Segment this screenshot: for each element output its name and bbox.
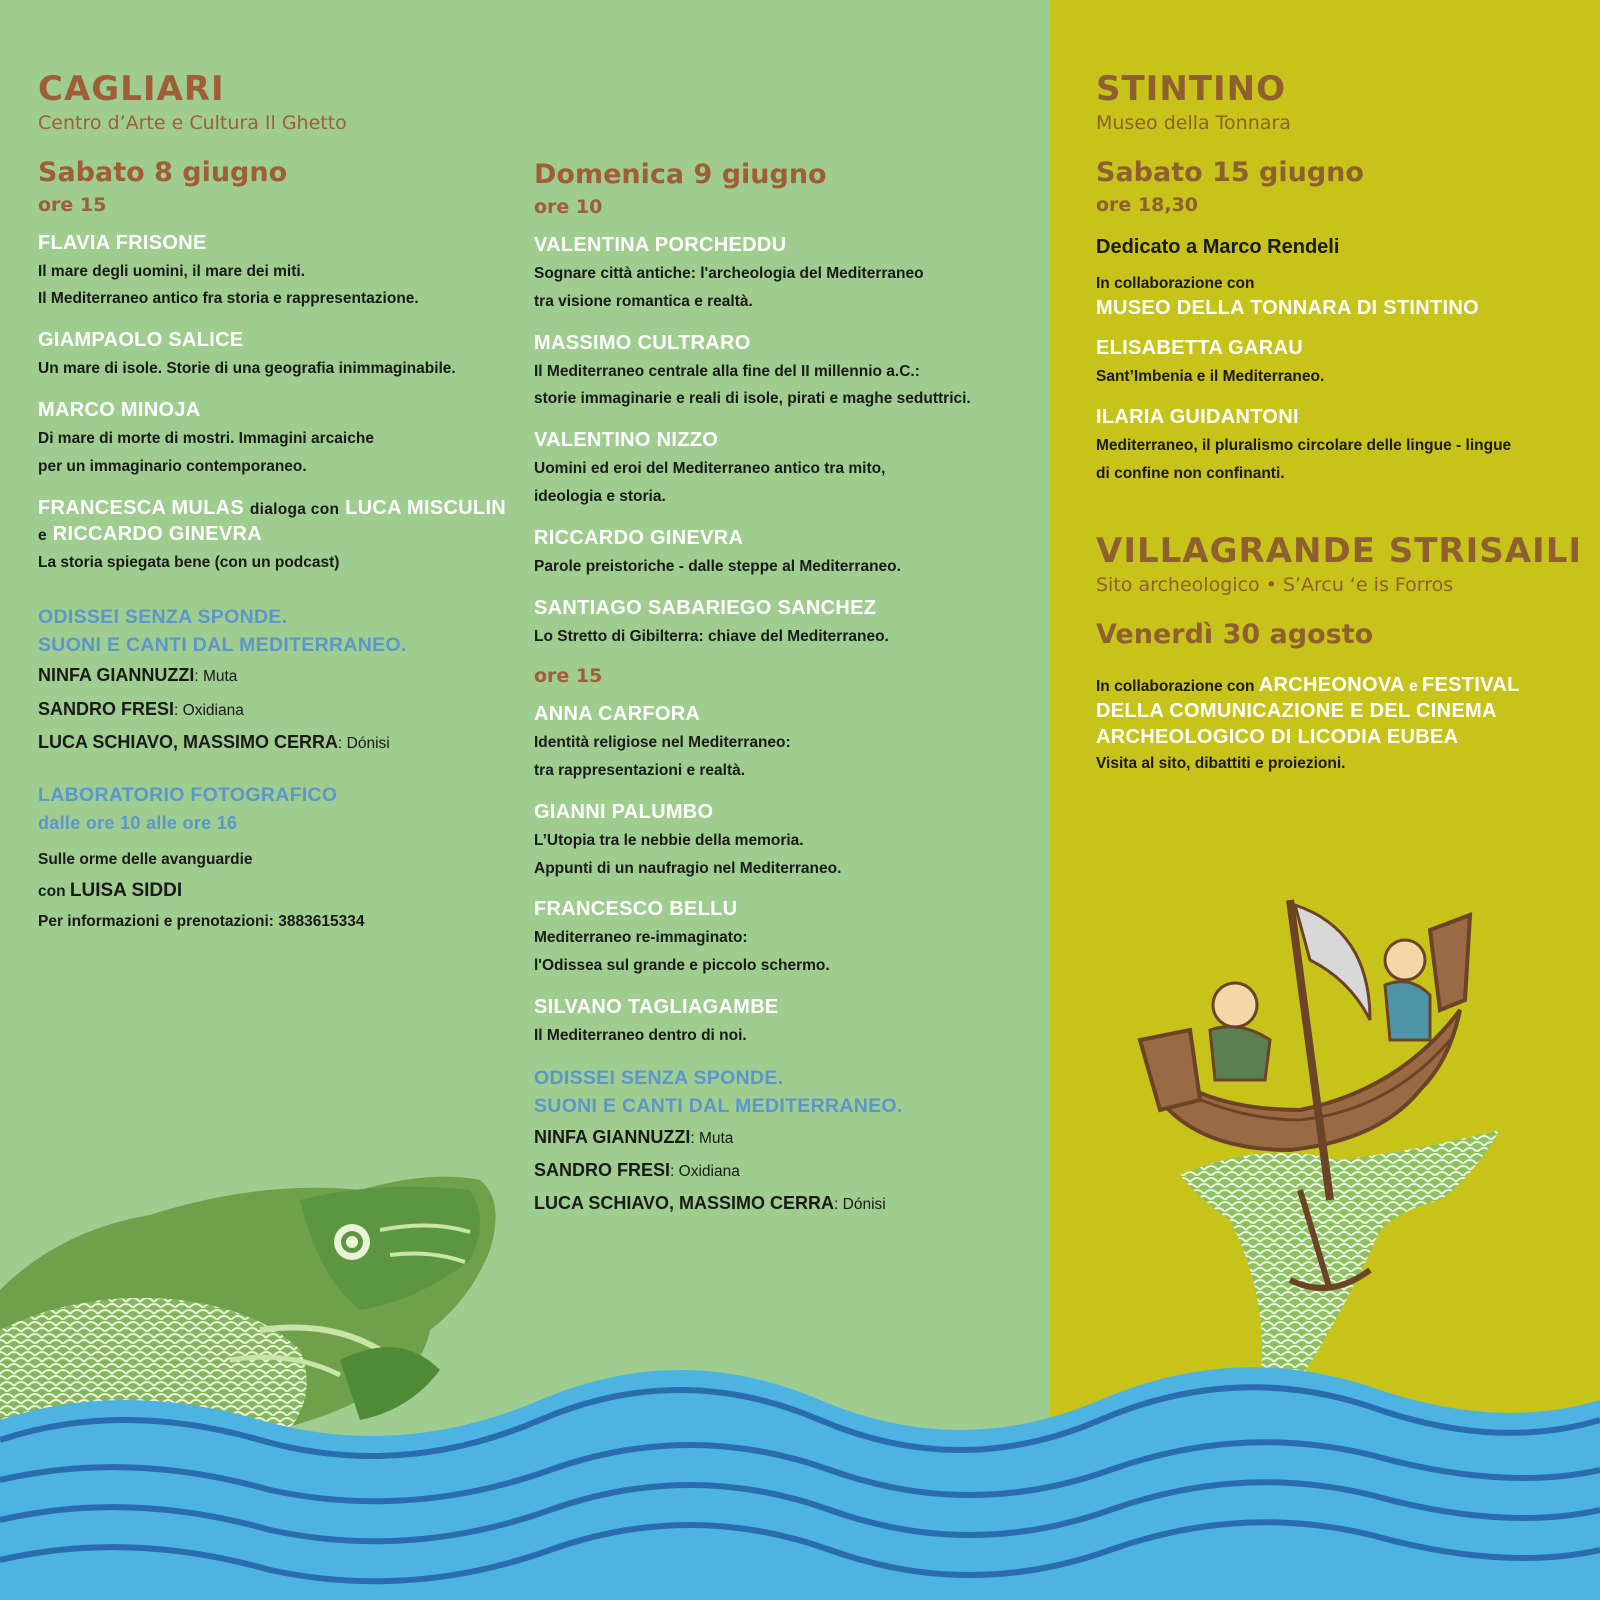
lab-info: Per informazioni e prenotazioni: 3883615334 xyxy=(38,912,365,930)
talk-line: Identità religiose nel Mediterraneo: xyxy=(534,733,791,751)
time: ore 18,30 xyxy=(1096,193,1199,216)
venue: Centro d’Arte e Cultura Il Ghetto xyxy=(38,112,347,135)
talk xyxy=(534,701,1034,785)
lab-title: LABORATORIO FOTOGRAFICO xyxy=(38,784,338,807)
partner: MUSEO DELLA TONNARA DI STINTINO xyxy=(1096,296,1480,319)
dialog-talk xyxy=(38,495,518,577)
talk xyxy=(534,525,1034,581)
connector: e xyxy=(38,526,47,544)
speaker: GIANNI PALUMBO xyxy=(534,800,714,823)
talk xyxy=(38,397,518,481)
talk xyxy=(534,330,1034,414)
talk-line: Sognare città antiche: l'archeologia del Mediterraneo xyxy=(534,264,924,282)
connector: con xyxy=(38,882,66,900)
talk-line: Il Mediterraneo centrale alla fine del II millennio a.C.: xyxy=(534,362,920,380)
talk-line: Il Mediterraneo dentro di noi. xyxy=(534,1027,747,1045)
lab-teacher: LUISA SIDDI xyxy=(69,879,183,901)
talk-line: Il Mediterraneo antico fra storia e rappresentazione. xyxy=(38,290,419,308)
performer: NINFA GIANNUZZI: Muta xyxy=(38,665,238,686)
partner: FESTIVAL xyxy=(1422,673,1520,696)
talk-line: Uomini ed eroi del Mediterraneo antico tra mito, xyxy=(534,460,886,478)
talk-line: per un immaginario contemporaneo. xyxy=(38,458,307,476)
talk-line: Visita al sito, dibattiti e proiezioni. xyxy=(1096,754,1346,772)
city-title: STINTINO xyxy=(1096,69,1286,109)
talk xyxy=(1096,404,1586,488)
performer: SANDRO FRESI: Oxidiana xyxy=(534,1159,740,1180)
venue: Sito archeologico • S’Arcu ‘e is Forros xyxy=(1096,574,1454,597)
speaker: FRANCESCO BELLU xyxy=(534,898,738,921)
cagliari-column xyxy=(38,70,518,936)
time: ore 15 xyxy=(534,664,603,687)
boat-icon xyxy=(1140,900,1500,1390)
sunday-column xyxy=(534,158,1034,1221)
performer: SANDRO FRESI: Oxidiana xyxy=(38,698,244,719)
partner: DELLA COMUNICAZIONE E DEL CINEMA xyxy=(1096,699,1497,722)
talk-line: Di mare di morte di mostri. Immagini arcaiche xyxy=(38,430,374,448)
concert xyxy=(38,603,518,759)
dedication: Dedicato a Marco Rendeli xyxy=(1096,235,1340,258)
collab-label: In collaborazione con xyxy=(1096,274,1255,292)
city-title: VILLAGRANDE STRISAILI xyxy=(1096,531,1583,572)
speaker: ILARIA GUIDANTONI xyxy=(1096,406,1299,429)
talk xyxy=(534,232,1034,316)
concert xyxy=(534,1064,1034,1220)
speaker: GIAMPAOLO SALICE xyxy=(38,329,244,352)
talk xyxy=(38,230,518,314)
lab-line: Sulle orme delle avanguardie xyxy=(38,850,253,868)
talk-line: ideologia e storia. xyxy=(534,488,666,506)
talk-line: Il mare degli uomini, il mare dei miti. xyxy=(38,262,306,280)
time: ore 10 xyxy=(534,195,603,218)
date: Venerdì 30 agosto xyxy=(1096,618,1374,650)
talk-line: storie immaginarie e reali di isole, pirati e maghe seduttrici. xyxy=(534,390,971,408)
speaker: ELISABETTA GARAU xyxy=(1096,336,1304,359)
collab-label: In collaborazione con xyxy=(1096,677,1255,695)
concert-title: ODISSEI SENZA SPONDE. xyxy=(38,605,288,628)
talk-line: Appunti di un naufragio nel Mediterraneo. xyxy=(534,859,842,877)
talk xyxy=(1096,335,1586,391)
villagrande-section xyxy=(1096,532,1586,777)
speaker: VALENTINO NIZZO xyxy=(534,429,719,452)
connector: e xyxy=(1409,677,1418,695)
lab-time: dalle ore 10 alle ore 16 xyxy=(38,812,238,833)
concert-title: SUONI E CANTI DAL MEDITERRANEO. xyxy=(534,1095,903,1118)
talk-line: di confine non confinanti. xyxy=(1096,465,1285,483)
talk xyxy=(534,994,1034,1050)
talk-line: Un mare di isole. Storie di una geografia inimmaginabile. xyxy=(38,360,456,378)
talk-line: Parole preistoriche - dalle steppe al Mediterraneo. xyxy=(534,558,901,576)
talk xyxy=(534,427,1034,511)
speaker: VALENTINA PORCHEDDU xyxy=(534,233,787,256)
speaker: RICCARDO GINEVRA xyxy=(534,527,744,550)
speaker: RICCARDO GINEVRA xyxy=(52,522,263,545)
talk xyxy=(38,327,518,383)
talk xyxy=(534,595,1034,651)
concert-title: ODISSEI SENZA SPONDE. xyxy=(534,1067,784,1090)
talk-line: tra rappresentazioni e realtà. xyxy=(534,761,746,779)
speaker: FLAVIA FRISONE xyxy=(38,231,207,254)
speaker: ANNA CARFORA xyxy=(534,702,701,725)
date: Sabato 15 giugno xyxy=(1096,156,1364,188)
partner: ARCHEOLOGICO DI LICODIA EUBEA xyxy=(1096,725,1459,748)
partner: ARCHEONOVA xyxy=(1258,673,1405,696)
talk-line: Sant’Imbenia e il Mediterraneo. xyxy=(1096,367,1325,385)
time: ore 15 xyxy=(38,193,107,216)
talk-line: La storia spiegata bene (con un podcast) xyxy=(38,553,340,571)
talk-line: L’Utopia tra le nebbie della memoria. xyxy=(534,831,804,849)
speaker: MASSIMO CULTRARO xyxy=(534,331,751,354)
venue: Museo della Tonnara xyxy=(1096,112,1291,135)
date: Sabato 8 giugno xyxy=(38,156,288,188)
city-title: CAGLIARI xyxy=(38,69,225,109)
speaker: MARCO MINOJA xyxy=(38,399,201,422)
stintino-column xyxy=(1096,70,1586,778)
talk xyxy=(534,896,1034,980)
talk-line: Lo Stretto di Gibilterra: chiave del Mediterraneo. xyxy=(534,627,889,645)
talk-line: l'Odissea sul grande e piccolo schermo. xyxy=(534,957,830,975)
speaker: FRANCESCA MULAS xyxy=(38,496,244,519)
talk-line: tra visione romantica e realtà. xyxy=(534,292,753,310)
performer: NINFA GIANNUZZI: Muta xyxy=(534,1126,734,1147)
speaker: SANTIAGO SABARIEGO SANCHEZ xyxy=(534,596,877,619)
talk xyxy=(534,799,1034,883)
speaker: SILVANO TAGLIAGAMBE xyxy=(534,996,779,1019)
connector: dialoga con xyxy=(249,500,340,518)
talk-line: Mediterraneo, il pluralismo circolare delle lingue - lingue xyxy=(1096,437,1512,455)
lab xyxy=(38,781,518,935)
concert-title: SUONI E CANTI DAL MEDITERRANEO. xyxy=(38,634,407,657)
performer: LUCA SCHIAVO, MASSIMO CERRA: Dónisi xyxy=(534,1193,886,1214)
date: Domenica 9 giugno xyxy=(534,159,827,190)
performer: LUCA SCHIAVO, MASSIMO CERRA: Dónisi xyxy=(38,732,390,752)
speaker: LUCA MISCULIN xyxy=(345,496,507,519)
talk-line: Mediterraneo re-immaginato: xyxy=(534,929,748,947)
